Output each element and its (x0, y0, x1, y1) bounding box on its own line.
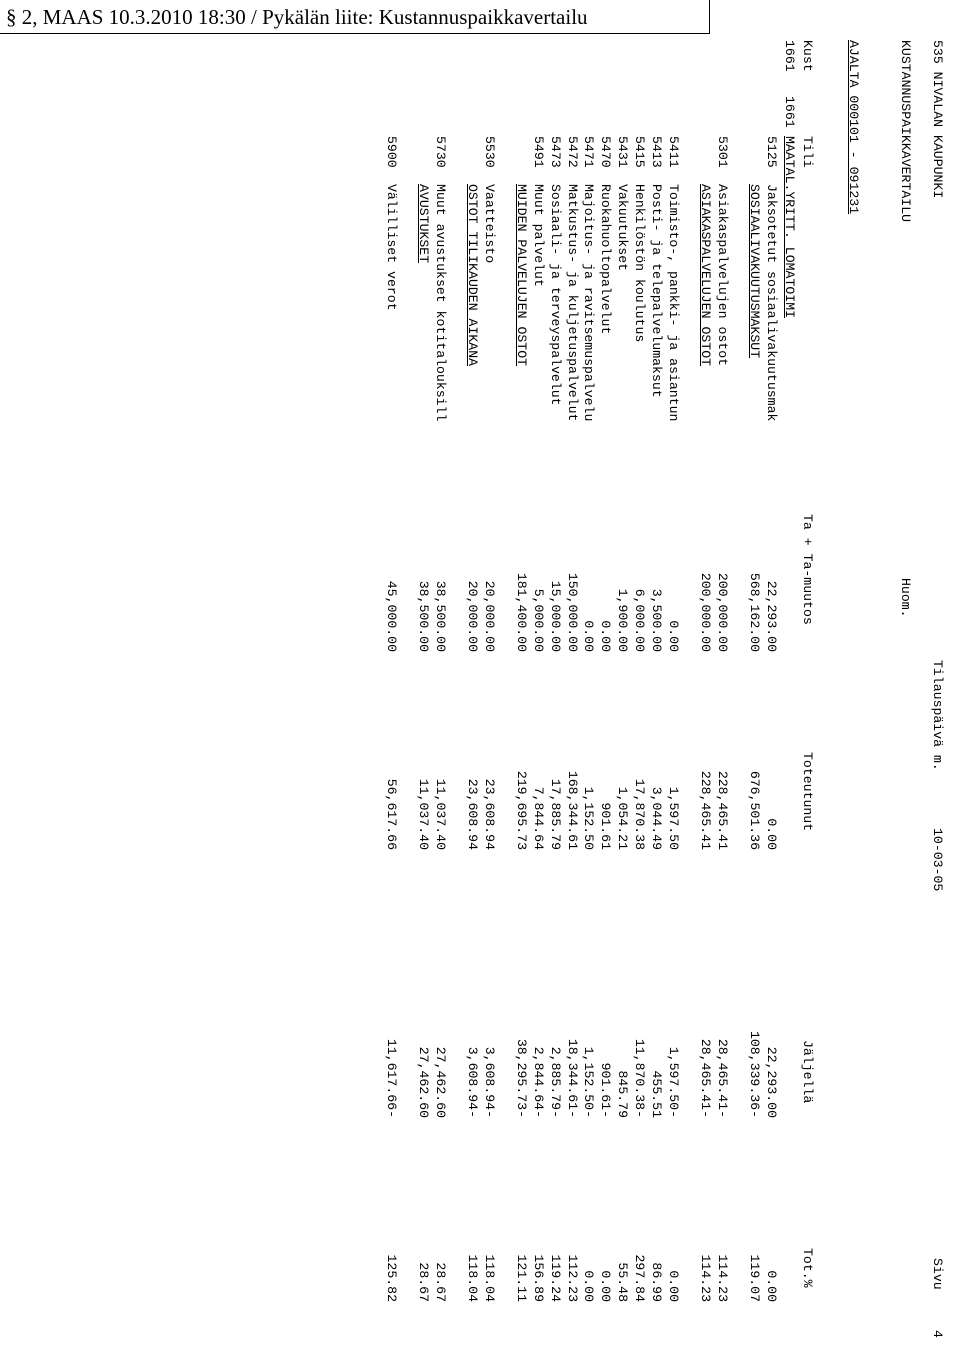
percent-value: 114.23 (715, 1254, 730, 1302)
percent-value: 0.00 (764, 1270, 779, 1302)
budget-value: 5,000.00 (530, 588, 546, 652)
table-row (714, 40, 730, 1358)
budget-value: 22,293.00 (764, 580, 779, 652)
actual-value: 23,608.94 (481, 778, 497, 850)
account-name: AVUSTUKSET (415, 184, 431, 264)
cost-center-name: MAATAL.YRITT. LOMATOIMI (782, 136, 797, 319)
budget-value: 200,000.00 (698, 572, 714, 652)
actual-value: 56,617.66 (383, 778, 399, 850)
table-row (415, 40, 431, 1358)
percent-value: 114.23 (698, 1254, 714, 1302)
account-name: Posti- ja telepalvelumaksut (649, 184, 665, 398)
actual-value: 17,870.38 (632, 778, 648, 850)
table-row (746, 40, 762, 1358)
budget-value: 6,000.00 (632, 588, 648, 652)
account-name: Ruokahuoltopalvelut (598, 184, 614, 335)
remaining-value: 108,339.36- (747, 1030, 763, 1118)
remaining-value: 901.61- (598, 1062, 614, 1118)
budget-value: 38,500.00 (415, 580, 431, 652)
account-number: 5491 (530, 136, 546, 168)
table-row (530, 40, 546, 1358)
actual-value: 219,695.73 (513, 770, 529, 850)
percent-value: 119.24 (547, 1254, 563, 1302)
table-row (631, 40, 647, 1358)
column-actual: Toteutunut (800, 752, 815, 832)
table-row (564, 40, 580, 1358)
remaining-value: 22,293.00 (764, 1046, 779, 1118)
budget-value: 38,500.00 (432, 580, 448, 652)
account-number: 5301 (715, 136, 730, 168)
actual-value: 901.61 (598, 802, 614, 850)
order-date-label: Tilauspäivä m. (930, 660, 945, 771)
table-row (547, 40, 563, 1358)
remaining-value: 455.51 (649, 1070, 665, 1118)
remaining-value: 27,462.60 (432, 1046, 448, 1118)
column-remaining: Jäljellä (800, 1040, 815, 1104)
account-name: MUIDEN PALVELUJEN OSTOT (513, 184, 529, 367)
column-budget: Ta + Ta-muutos (800, 514, 815, 625)
actual-value: 3,044.49 (649, 786, 665, 850)
remaining-value: 1,152.50- (581, 1046, 597, 1118)
remaining-value: 1,597.50- (665, 1046, 681, 1118)
account-name: Välilliset verot (383, 184, 399, 311)
page-number: 4 (930, 1330, 945, 1338)
account-number: 5415 (632, 136, 648, 168)
percent-value: 118.04 (464, 1254, 480, 1302)
remaining-value: 11,617.66- (383, 1038, 399, 1118)
table-row (481, 40, 497, 1358)
organization-name: 535 NIVALAN KAUPUNKI (930, 40, 945, 199)
table-row (697, 40, 713, 1358)
account-name: Toimisto-, pankki- ja asiantun (665, 184, 681, 422)
column-header-line (799, 40, 815, 1358)
percent-value: 119.07 (747, 1254, 763, 1302)
cost-center-code: 1661 (782, 40, 797, 72)
table-row (648, 40, 664, 1358)
remaining-value: 2,885.79- (547, 1046, 563, 1118)
account-name: Sosiaali- ja terveyspalvelut (547, 184, 563, 406)
account-name: Muut avustukset kotitalouksill (432, 184, 448, 422)
account-name: Jaksotetut sosiaalivakuutusmak (764, 184, 779, 422)
budget-value: 200,000.00 (715, 572, 730, 652)
remaining-value: 11,870.38- (632, 1038, 648, 1118)
percent-value: 121.11 (513, 1254, 529, 1302)
account-number: 5431 (615, 136, 631, 168)
table-row (665, 40, 681, 1358)
actual-value: 168,344.61 (564, 770, 580, 850)
column-pct: Tot.% (800, 1248, 815, 1288)
table-row (432, 40, 448, 1358)
account-number: 5471 (581, 136, 597, 168)
account-name: Henkilöstön koulutus (632, 184, 648, 343)
account-name: Matkustus- ja kuljetuspalvelut (564, 184, 580, 422)
account-name: Vaatteisto (481, 184, 497, 264)
account-name: OSTOT TILIKAUDEN AIKANA (464, 184, 480, 367)
account-name: Vakuutukset (615, 184, 631, 272)
account-name: ASIAKASPALVELUJEN OSTOT (698, 184, 714, 367)
report-period: AJALTA 000101 - 091231 (846, 40, 861, 215)
budget-value: 1,900.00 (615, 588, 631, 652)
actual-value: 228,465.41 (698, 770, 714, 850)
remaining-value: 28,465.41- (715, 1038, 730, 1118)
account-number: 5473 (547, 136, 563, 168)
actual-value: 228,465.41 (715, 770, 730, 850)
period-line (845, 40, 861, 1358)
report-header-line (929, 40, 945, 1358)
percent-value: 28.67 (432, 1262, 448, 1302)
budget-value: 20,000.00 (481, 580, 497, 652)
remaining-value: 38,295.73- (513, 1038, 529, 1118)
actual-value: 23,608.94 (464, 778, 480, 850)
table-row (597, 40, 613, 1358)
percent-value: 0.00 (598, 1270, 614, 1302)
percent-value: 297.84 (632, 1254, 648, 1302)
table-row (614, 40, 630, 1358)
actual-value: 1,152.50 (581, 786, 597, 850)
account-number: 5900 (383, 136, 399, 168)
account-number: 5125 (764, 136, 779, 168)
remaining-value: 2,844.64- (530, 1046, 546, 1118)
table-row (383, 40, 399, 1358)
budget-value: 0.00 (581, 620, 597, 652)
account-number: 5470 (598, 136, 614, 168)
remaining-value: 3,608.94- (464, 1046, 480, 1118)
remaining-value: 27,462.60 (415, 1046, 431, 1118)
budget-value: 3,500.00 (649, 588, 665, 652)
account-number: 5472 (564, 136, 580, 168)
remaining-value: 28,465.41- (698, 1038, 714, 1118)
account-number: 5411 (665, 136, 681, 168)
percent-value: 112.23 (564, 1254, 580, 1302)
percent-value: 28.67 (415, 1262, 431, 1302)
budget-value: 15,000.00 (547, 580, 563, 652)
percent-value: 0.00 (665, 1270, 681, 1302)
budget-value: 20,000.00 (464, 580, 480, 652)
budget-value: 0.00 (665, 620, 681, 652)
actual-value: 1,597.50 (665, 786, 681, 850)
percent-value: 125.82 (383, 1254, 399, 1302)
account-number: 5730 (432, 136, 448, 168)
actual-value: 11,037.40 (415, 778, 431, 850)
budget-value: 150,000.00 (564, 572, 580, 652)
percent-value: 118.04 (481, 1254, 497, 1302)
cost-center-line (781, 40, 797, 1358)
budget-value: 45,000.00 (383, 580, 399, 652)
actual-value: 1,054.21 (615, 786, 631, 850)
account-name: SOSIAALIVAKUUTUSMAKSUT (747, 184, 763, 359)
actual-value: 17,885.79 (547, 778, 563, 850)
order-date-value: 10-03-05 (930, 828, 945, 892)
table-row (513, 40, 529, 1358)
column-kust: Kust (800, 40, 815, 72)
percent-value: 156.89 (530, 1254, 546, 1302)
budget-value: 181,400.00 (513, 572, 529, 652)
report-title-line (897, 40, 913, 1358)
note-label: Huom. (898, 578, 913, 618)
percent-value: 0.00 (581, 1270, 597, 1302)
account-name: Majoitus- ja ravitsemuspalvelu (581, 184, 597, 422)
percent-value: 86.99 (649, 1262, 665, 1302)
cost-center-report (225, 40, 945, 1358)
account-number: 5530 (481, 136, 497, 168)
account-number: 5413 (649, 136, 665, 168)
remaining-value: 3,608.94- (481, 1046, 497, 1118)
budget-value: 568,162.00 (747, 572, 763, 652)
budget-value: 0.00 (598, 620, 614, 652)
percent-value: 55.48 (615, 1262, 631, 1302)
actual-value: 7,844.64 (530, 786, 546, 850)
table-row (464, 40, 480, 1358)
page-label: Sivu (930, 1258, 945, 1290)
actual-value: 676,501.36 (747, 770, 763, 850)
account-name: Muut palvelut (530, 184, 546, 287)
table-row (763, 40, 779, 1358)
remaining-value: 18,344.61- (564, 1038, 580, 1118)
table-row (580, 40, 596, 1358)
actual-value: 11,037.40 (432, 778, 448, 850)
cost-center-subcode: 1661 (782, 96, 797, 128)
account-name: Asiakaspalvelujen ostot (715, 184, 730, 367)
remaining-value: 845.79 (615, 1070, 631, 1118)
report-title: KUSTANNUSPAIKKAVERTAILU (898, 40, 913, 223)
document-banner: § 2, MAAS 10.3.2010 18:30 / Pykälän liite: Kustannuspaikkavertailu (0, 0, 710, 34)
actual-value: 0.00 (764, 818, 779, 850)
column-tili: Tili (800, 136, 815, 168)
